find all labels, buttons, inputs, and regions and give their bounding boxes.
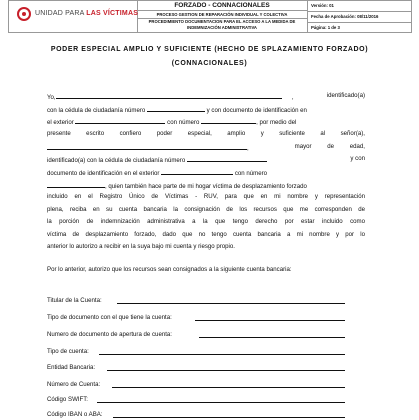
document-title: PODER ESPECIAL AMPLIO Y SUFICIENTE (HECHO DE SPLAZAMIENTO FORZADO) xyxy=(50,46,369,53)
header-process: PROCESO GESTION DE REPARACIÓN INDIVIDUAL Y COLECTIVA xyxy=(137,11,307,19)
account-holder-field[interactable]: Titular de la Cuenta: xyxy=(47,297,347,305)
body-line: , quien también hace parte de mi hogar víctima de desplazamiento forzado xyxy=(47,181,365,191)
body-line: víctima de desplazamiento forzado, dado que no tengo cuenta bancaria a mi nombre y por lo xyxy=(47,231,365,238)
account-document-type-field[interactable]: Tipo de documento con el que tiene la cuenta: xyxy=(47,314,347,322)
account-type-field[interactable]: Tipo de cuenta: xyxy=(47,348,347,356)
body-line: Yo, , identificado(a) xyxy=(47,92,365,101)
body-line: documento de identificación en el exterior con número xyxy=(47,170,268,177)
body-line: plena, reciba en su cuenta bancaria la consignación de los recursos que me corresponden de xyxy=(47,206,365,213)
header-title: FORZADO - CONNACIONALES xyxy=(137,1,307,11)
body-line: con la cédula de ciudadanía número y con documento de identificación en xyxy=(47,107,307,114)
header-page-number: Página: 1 de 3 xyxy=(311,25,340,30)
document-header xyxy=(8,0,412,33)
body-line: identificado(a) con la cédula de ciudadanía número y con xyxy=(47,155,365,164)
header-approval-date: Fecha de Aprobación: 08/11/2016 xyxy=(307,12,411,23)
iban-aba-code-field[interactable]: Código IBAN o ABA: xyxy=(47,411,347,419)
account-number-field[interactable]: Número de Cuenta: xyxy=(47,381,347,389)
swift-code-field[interactable]: Código SWIFT: xyxy=(47,396,347,404)
header-procedure: PROCEDIMIENTO DOCUMENTACION PARA EL ACCESO A LA MEDIDA DE INDEMNIZACIÓN ADMINISTRATIVA xyxy=(148,19,296,30)
body-line: incluido en el Registro Único de Víctimas - RUV, para que en mi nombre y representación xyxy=(47,193,365,200)
body-line: presente escrito confiero poder especial, amplio y suficiente al señor(a), xyxy=(47,130,365,137)
body-line: el exterior con número , por medio del xyxy=(47,119,297,126)
bank-entity-field[interactable]: Entidad Bancaria: xyxy=(47,364,347,372)
opening-document-number-field[interactable]: Numero de documento de apertura de cuenta: xyxy=(47,331,347,339)
body-line: Por lo anterior, autorizo que los recursos sean consignados a la siguiente cuenta bancaria: xyxy=(47,266,292,273)
body-line: anterior lo autorizo a recibir en la suya bajo mi cuenta y riesgo propio. xyxy=(47,243,235,250)
unidad-victimas-logo-icon xyxy=(17,7,31,21)
header-title-cell xyxy=(137,1,308,32)
document-subtitle: (CONNACIONALES) xyxy=(171,60,248,67)
body-line: la porción de indemnización administrativa a la que tengo derecho por estar incluido como xyxy=(47,218,365,225)
header-meta-cell xyxy=(307,1,411,32)
body-line: , mayor de edad, xyxy=(47,143,365,153)
header-version: Versión: 01 xyxy=(307,1,411,12)
logo-text: UNIDAD PARA LAS VÍCTIMAS xyxy=(35,10,139,17)
logo-cell xyxy=(9,1,138,32)
